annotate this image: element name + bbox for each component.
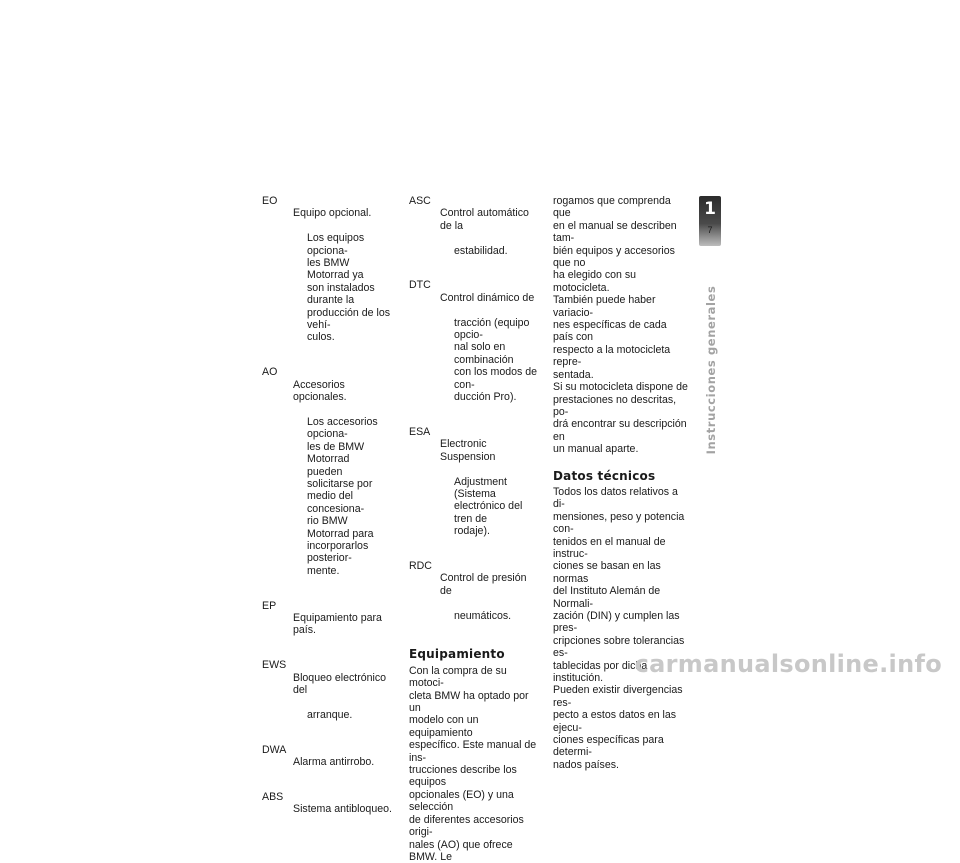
abbreviation-entry (262, 744, 392, 781)
abbreviation-definition: Bloqueo electrónico del arranque. (293, 671, 387, 721)
abbreviation-definition: Control dinámico de tracción (equipo opcio- nal solo en combinación con los modos de con- ducción Pro). (440, 291, 538, 404)
abbreviation-entry (262, 659, 392, 733)
abbreviation-entry (409, 560, 541, 634)
abbreviation-entry (409, 195, 541, 269)
abbreviation-entry (262, 366, 392, 589)
abbreviation-term: DWA (262, 743, 287, 756)
abbreviation-definition: Equipamiento para país. (293, 612, 382, 637)
abbreviation-entry (409, 426, 541, 550)
abbreviation-term: ESA (409, 425, 431, 438)
technical-data-paragraph: Todos los datos relativos a di- mensiones, peso y potencia con- tenidos en el manual de instruc- ciones se basan en las normas del Instituto Alemán de Normali- zación (DIN) y cumplen las pres- cripciones sobre tolerancias es- tablecidas por dicha institución. Pueden existir divergencias res- pecto a estos datos en las ejecu- ciones específicas para determi- nados países. (553, 485, 685, 771)
section-heading-equipamiento: Equipamiento (409, 647, 505, 662)
abbreviation-definition: Electronic Suspension Adjustment (Sistema electrónico del tren de rodaje). (440, 438, 523, 538)
abbreviation-term: DTC (409, 279, 431, 292)
abbreviation-definition: Equipo opcional. Los equipos opciona- les BMW Motorrad ya son instalados durante la producción de los vehí- culos. (293, 207, 391, 344)
abbreviation-list-middle (409, 195, 541, 863)
abbreviation-entry (262, 195, 392, 356)
abbreviation-entry (262, 600, 392, 650)
abbreviation-term: EWS (262, 659, 287, 672)
abbreviation-definition: Sistema antibloqueo. (293, 803, 392, 816)
abbreviation-entry (262, 791, 392, 828)
abbreviation-definition: Accesorios opcionales. Los accesorios opciona- les de BMW Motorrad pueden solicitarse por medio del concesiona- rio BMW Motorrad para incorporarlos posterior- mente. (293, 378, 378, 577)
abbreviation-entry (409, 279, 541, 415)
chapter-number: 1 (704, 199, 716, 219)
text-column-right (553, 195, 688, 771)
abbreviation-term: ABS (262, 790, 284, 803)
page-number: 7 (707, 225, 713, 235)
abbreviation-definition: Alarma antirrobo. (293, 756, 375, 769)
abbreviation-term: AO (262, 366, 278, 379)
abbreviation-definition: Control automático de la estabilidad. (440, 207, 529, 257)
abbreviation-definition: Control de presión de neumáticos. (440, 572, 527, 622)
abbreviation-term: RDC (409, 559, 432, 572)
chapter-tab (699, 196, 721, 246)
abbreviation-term: ASC (409, 195, 431, 207)
section-heading-datos-tecnicos: Datos técnicos (553, 468, 656, 483)
chapter-side-title: Instrucciones generales (704, 285, 718, 455)
watermark: carmanualsonline.info (634, 650, 942, 678)
continuation-paragraph: rogamos que comprenda que en el manual se describen tam- bién equipos y accesorios que no ha elegido con su motocicleta. También puede haber variacio- nes específicas de cada país con respecto a la motocicleta repre- sentada. Si su motocicleta dispone de prestaciones no descritas, po- drá encontrar su descripción en un manual aparte. (553, 195, 688, 456)
abbreviation-term: EP (262, 599, 277, 612)
abbreviation-list-left (262, 195, 392, 838)
abbreviation-term: EO (262, 195, 278, 207)
equipment-paragraph: Con la compra de su motoci- cleta BMW ha optado por un modelo con un equipamiento específico. Este manual de ins- trucciones describe los equipos opcionales (EO) y una selección de diferentes accesorios origi- nales (AO) que ofrece BMW. Le (409, 664, 537, 863)
